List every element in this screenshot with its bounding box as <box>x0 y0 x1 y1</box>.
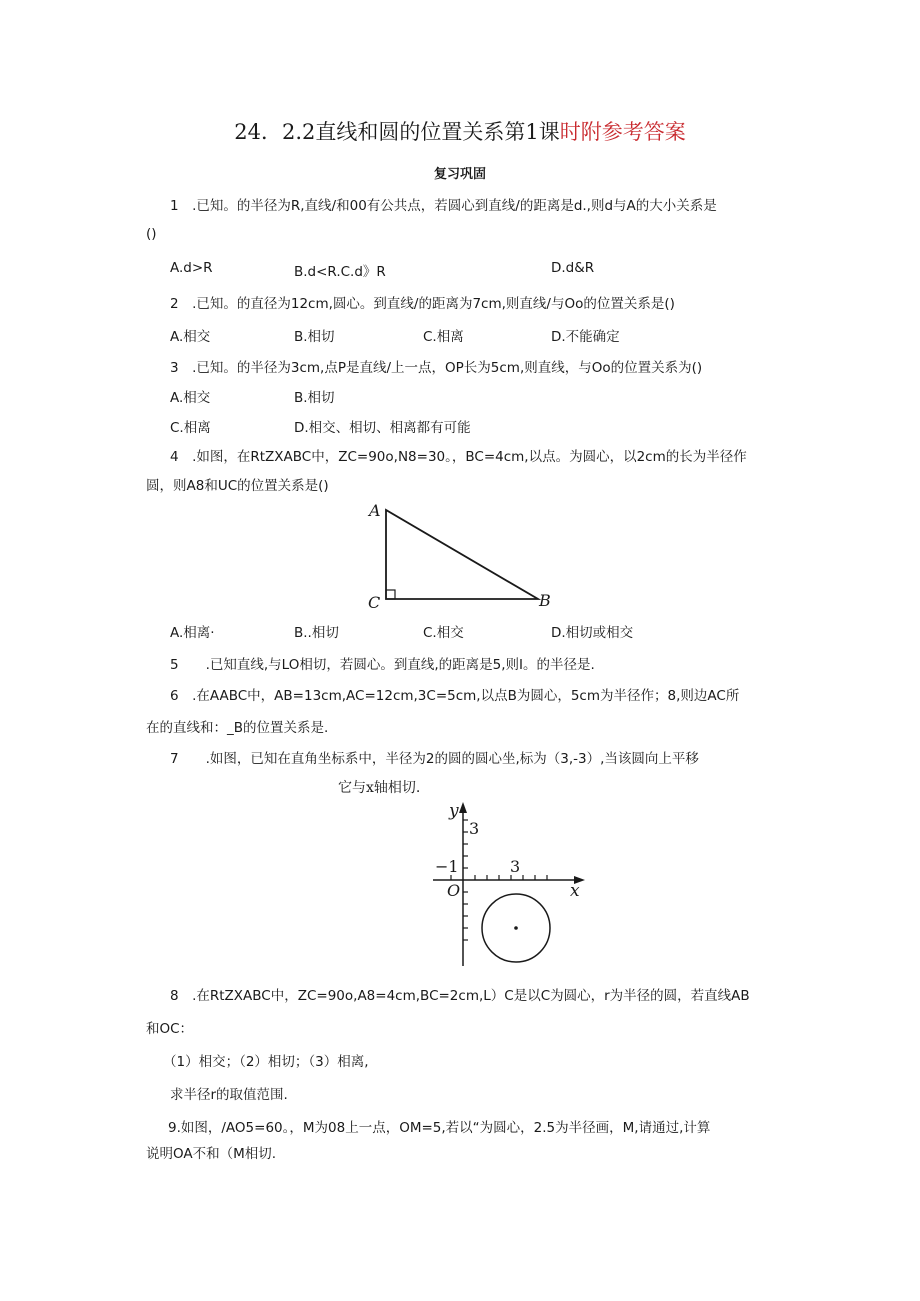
q4-text: 4 .如图，在RtZXABC中，ZC=90o,N8=30。，BC=4cm,以点。为圆心，以2cm的长为半径作 <box>170 449 747 465</box>
y-tick-label-3: 3 <box>469 819 480 838</box>
q4-option-b: B..相切 <box>294 625 339 641</box>
y-axis-label: y <box>449 801 459 821</box>
q5-text: 5 .已知直线,与LO相切，若圆心。到直线,的距离是5,则I。的半径是. <box>170 657 595 673</box>
x-axis-label: x <box>570 881 580 901</box>
page-title <box>0 116 920 146</box>
q2-option-c: C.相离 <box>423 329 464 345</box>
q4-option-c: C.相交 <box>423 625 464 641</box>
q8-text: 8 .在RtZXABC中，ZC=90o,A8=4cm,BC=2cm,L）C是以C为圆心，r为半径的圆，若直线AB <box>170 988 750 1004</box>
q2-text: 2 .已知。的直径为12cm,圆心。到直线/的距离为7cm,则直线/与Oo的位置关系是() <box>170 296 675 312</box>
q9-text-cont: 说明OA不和（M相切. <box>146 1146 277 1162</box>
vertex-label-c: C <box>368 593 381 612</box>
q1-option-b: B.d<R.C.d》R <box>294 264 386 280</box>
q2-option-d: D.不能确定 <box>551 329 620 345</box>
vertex-label-b: B <box>539 591 551 610</box>
y-axis-arrow <box>459 802 467 813</box>
origin-label: O <box>447 881 461 900</box>
right-angle-mark <box>386 590 395 599</box>
coordinate-figure <box>425 798 595 970</box>
q8-question: 求半径r的取值范围. <box>170 1087 288 1103</box>
q7-text: 7 .如图，已知在直角坐标系中，半径为2的圆的圆心坐,标为（3,-3）,当该圆向上平移 <box>170 751 699 767</box>
title-answer-note: 时附参考答案 <box>559 120 686 144</box>
section-heading: 复习巩固 <box>433 167 486 182</box>
vertex-label-a: A <box>369 501 381 520</box>
q3-text: 3 .已知。的半径为3cm,点P是直线/上一点，OP长为5cm,则直线，与Oo的位置关系为() <box>170 360 703 376</box>
q2-option-b: B.相切 <box>294 329 335 345</box>
q7-text-cont: 它与x轴相切. <box>338 780 421 796</box>
q9-text: 9.如图，/AO5=60。，M为08上一点，OM=5,若以“为圆心，2.5为半径画，M,请通过,计算 <box>168 1120 711 1136</box>
q2-option-a: A.相交 <box>170 329 211 345</box>
q8-conditions: （1）相交；（2）相切；（3）相离, <box>163 1054 369 1070</box>
q3-option-a: A.相交 <box>170 390 211 406</box>
circle-center <box>514 926 518 930</box>
q1-text-cont: () <box>146 226 157 242</box>
triangle-abc <box>386 510 538 599</box>
q1-text: 1 .已知。的半径为R,直线/和00有公共点，若圆心到直线/的距离是d.,则d与A的大小关系是 <box>170 198 717 214</box>
q3-option-d: D.相交、相切、相离都有可能 <box>294 420 471 436</box>
title-main: 24．2.2直线和圆的位置关系第1课 <box>234 120 560 144</box>
q6-text: 6 .在AABC中，AB=13cm,AC=12cm,3C=5cm,以点B为圆心，5cm为半径作；8,则边AC所 <box>170 688 740 704</box>
q4-option-d: D.相切或相交 <box>551 625 634 641</box>
q6-text-cont: 在的直线和：_B的位置关系是. <box>146 720 329 736</box>
q8-text-cont: 和OC： <box>146 1021 194 1037</box>
x-tick-label-3: 3 <box>510 857 521 876</box>
x-tick-label-neg1: −1 <box>435 857 459 876</box>
q1-option-a: A.d>R <box>170 260 213 276</box>
q3-option-b: B.相切 <box>294 390 335 406</box>
q4-option-a: A.相离· <box>170 625 215 641</box>
q3-option-c: C.相离 <box>170 420 211 436</box>
q4-text-cont: 圆，则A8和UC的位置关系是() <box>146 478 329 494</box>
right-triangle-figure <box>360 498 560 613</box>
q1-option-d: D.d&R <box>551 260 595 276</box>
